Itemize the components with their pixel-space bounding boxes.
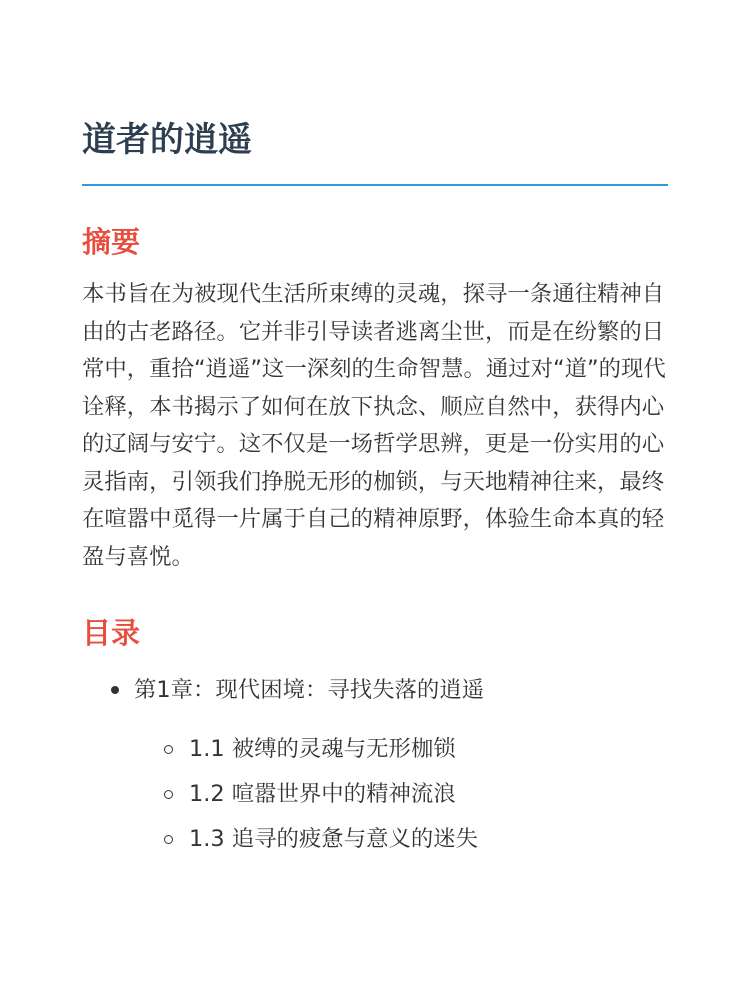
document-title: 道者的逍遥 [82, 120, 252, 160]
bullet-circle-icon [164, 745, 173, 754]
toc-section-item [134, 727, 668, 772]
bullet-disc-icon [111, 686, 119, 694]
abstract-heading: 摘要 [82, 225, 141, 259]
section-label: 1.1 被缚的灵魂与无形枷锁 [189, 736, 456, 762]
chapter-label: 第1章：现代困境：寻找失落的逍遥 [134, 677, 485, 703]
toc-heading: 目录 [82, 616, 141, 650]
toc-section-list [134, 727, 668, 862]
bullet-circle-icon [164, 790, 173, 799]
title-divider [82, 184, 668, 186]
toc-section-item [134, 817, 668, 862]
section-label: 1.3 追寻的疲惫与意义的迷失 [189, 826, 479, 852]
table-of-contents [82, 671, 668, 862]
toc-chapter-item [82, 671, 668, 862]
abstract-paragraph: 本书旨在为被现代生活所束缚的灵魂，探寻一条通往精神自由的古老路径。它并非引导读者逃离尘世，而是在纷繁的日常中，重拾“逍遥”这一深刻的生命智慧。通过对“道”的现代诠释，本书揭示了如何在放下执念、顺应自然中，获得内心的辽阔与安宁。这不仅是一场哲学思辨，更是一份实用的心灵指南，引领我们挣脱无形的枷锁，与天地精神往来，最终在喧嚣中觅得一片属于自己的精神原野，体验生命本真的轻盈与喜悦。 [82, 281, 666, 570]
bullet-circle-icon [164, 835, 173, 844]
section-label: 1.2 喧嚣世界中的精神流浪 [189, 781, 456, 807]
toc-section-item [134, 772, 668, 817]
